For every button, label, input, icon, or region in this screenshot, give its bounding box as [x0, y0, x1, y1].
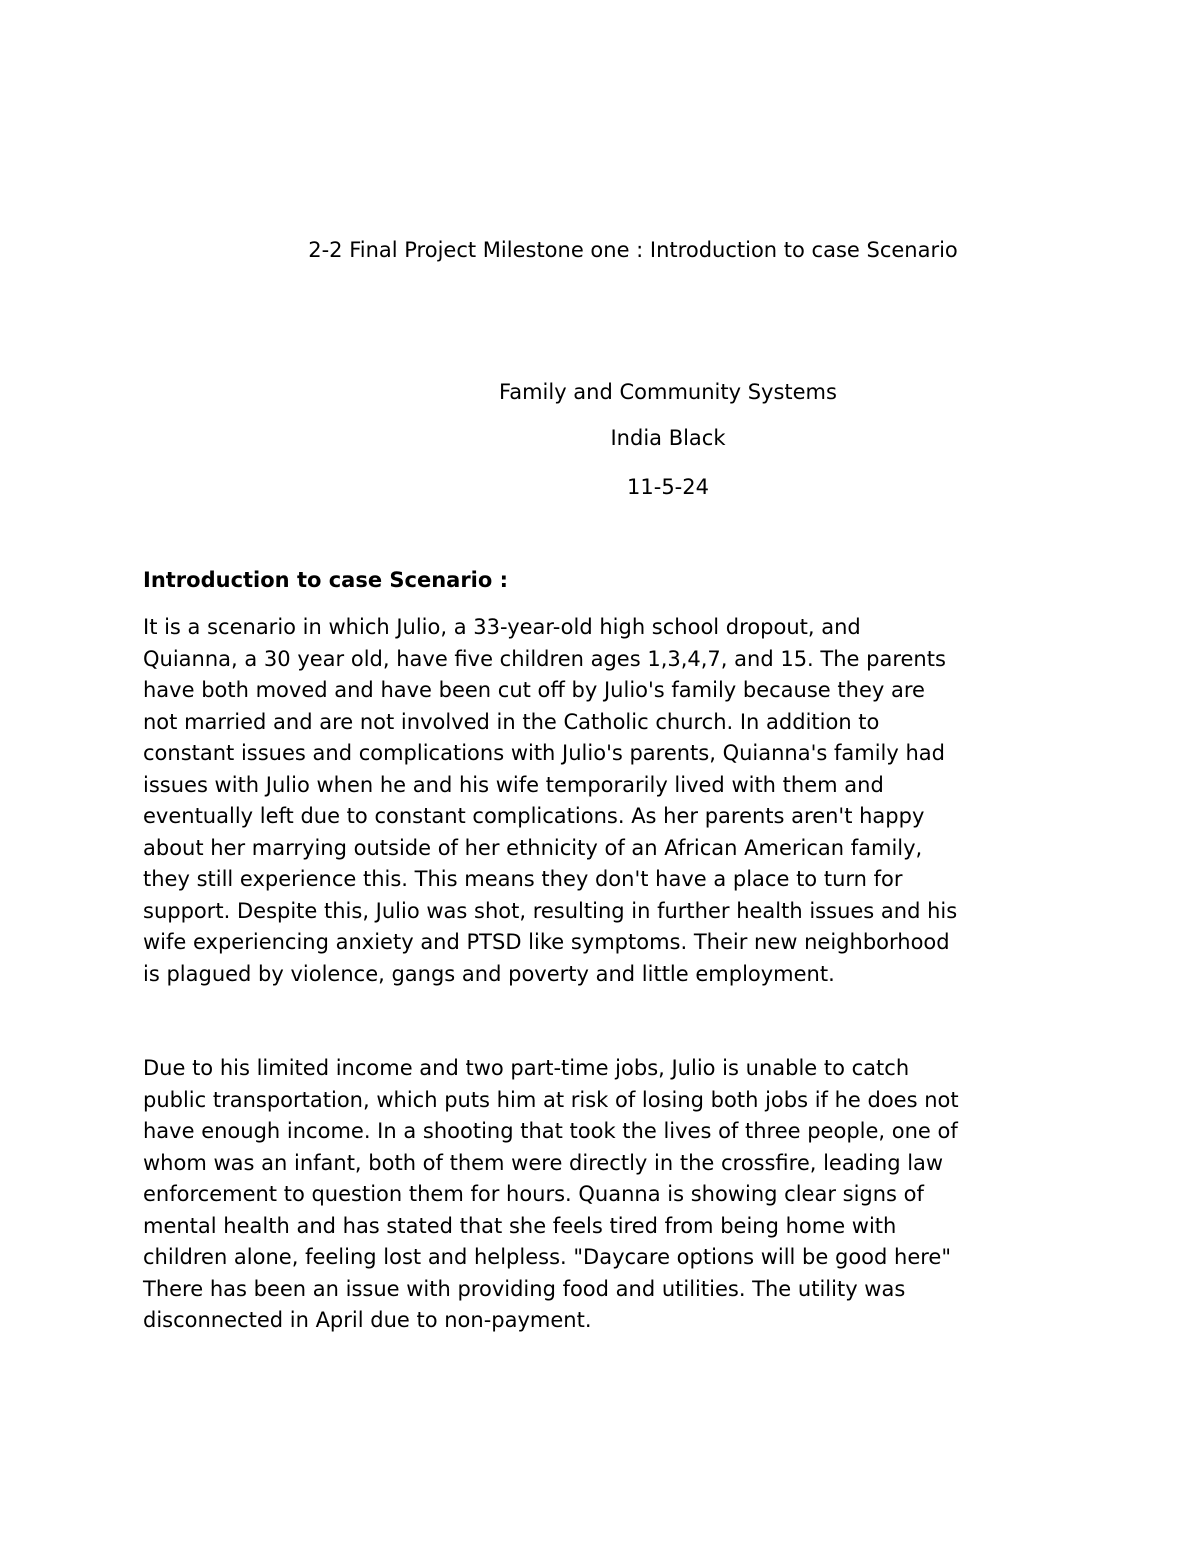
paragraph-line: wife experiencing anxiety and PTSD like symptoms. Their new neighborhood [143, 930, 950, 954]
paragraph-line: Due to his limited income and two part-time jobs, Julio is unable to catch [143, 1056, 910, 1080]
paragraph-line: not married and are not involved in the Catholic church. In addition to [143, 709, 880, 734]
body-paragraph-1 [143, 612, 1073, 990]
document-title: 2-2 Final Project Milestone one : Introduction to case Scenario [308, 238, 958, 262]
paragraph-line: children alone, feeling lost and helpless. "Daycare options will be good here" [143, 1245, 951, 1269]
paragraph-line: have both moved and have been cut off by Julio's family because they are [143, 678, 925, 702]
paragraph-line: enforcement to question them for hours. Quanna is showing clear signs of [143, 1182, 924, 1206]
paragraph-line: There has been an issue with providing food and utilities. The utility was [143, 1276, 906, 1301]
paragraph-line: It is a scenario in which Julio, a 33-year-old high school dropout, and [143, 615, 861, 639]
paragraph-line: is plagued by violence, gangs and poverty and little employment. [143, 961, 835, 986]
paragraph-line: support. Despite this, Julio was shot, resulting in further health issues and his [143, 898, 958, 923]
paragraph-line: eventually left due to constant complications. As her parents aren't happy [143, 804, 925, 828]
paragraph-line: have enough income. In a shooting that took the lives of three people, one of [143, 1119, 958, 1143]
document-date: 11-5-24 [627, 475, 709, 499]
paragraph-line: they still experience this. This means they don't have a place to turn for [143, 867, 903, 891]
body-paragraph-2 [143, 1053, 1073, 1337]
paragraph-line: issues with Julio when he and his wife temporarily lived with them and [143, 772, 884, 797]
paragraph-line: disconnected in April due to non-payment. [143, 1308, 592, 1332]
section-heading: Introduction to case Scenario : [143, 568, 509, 592]
course-name: Family and Community Systems [499, 380, 837, 404]
paragraph-line: mental health and has stated that she feels tired from being home with [143, 1213, 897, 1238]
paragraph-line: whom was an infant, both of them were directly in the crossfire, leading law [143, 1150, 944, 1175]
author-name: India Black [610, 426, 726, 450]
paragraph-line: constant issues and complications with Julio's parents, Quianna's family had [143, 741, 945, 765]
paragraph-line: about her marrying outside of her ethnicity of an African American family, [143, 835, 923, 860]
paragraph-line: public transportation, which puts him at risk of losing both jobs if he does not [143, 1087, 959, 1112]
paragraph-line: Quianna, a 30 year old, have five children ages 1,3,4,7, and 15. The parents [143, 646, 946, 671]
